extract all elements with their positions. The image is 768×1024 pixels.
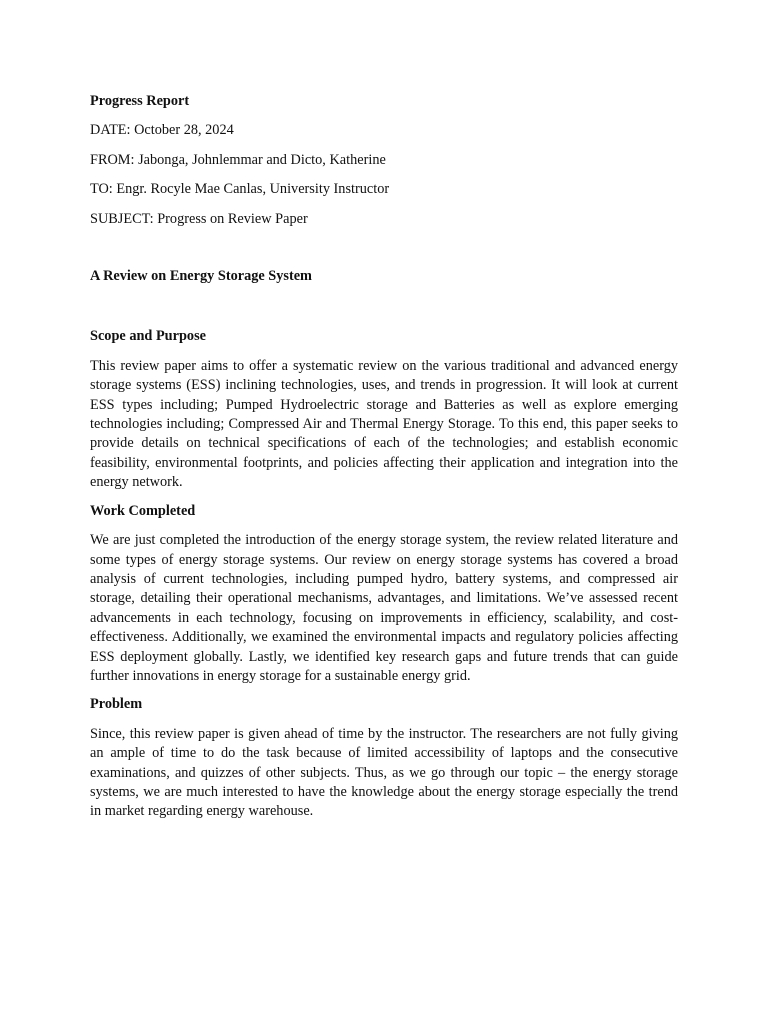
- scope-heading: Scope and Purpose: [90, 328, 206, 345]
- memo-to: TO: Engr. Rocyle Mae Canlas, University Instructor: [90, 181, 390, 198]
- problem-paragraph: Since, this review paper is given ahead of time by the instructor. The researchers are not fully giving an ample of time to do the task because of limited accessibility of laptops and the consecutive examinations, and quizzes of other subjects. Thus, as we go through our topic – the energy storage systems, we are much interested to have the knowledge about the energy storage especially the trend in market regarding energy warehouse.: [90, 725, 678, 820]
- scope-paragraph: This review paper aims to offer a systematic review on the various traditional and advanced energy storage systems (ESS) inclining technologies, uses, and trends in progression. It will look at current ESS types including; Pumped Hydroelectric storage and Batteries as well as explore emerging technologies including; Compressed Air and Thermal Energy Storage. To this end, this paper seeks to provide details on technical specifications of each of the technologies; and establish economic feasibility, environmental footprints, and policies affecting their application and integration into the energy network.: [90, 357, 678, 491]
- memo-date: DATE: October 28, 2024: [90, 122, 234, 139]
- problem-heading: Problem: [90, 696, 143, 713]
- memo-from: FROM: Jabonga, Johnlemmar and Dicto, Katherine: [90, 151, 386, 168]
- report-title: Progress Report: [90, 93, 190, 109]
- work-completed-paragraph: We are just completed the introduction of the energy storage system, the review related literature and some types of energy storage systems. Our review on energy storage systems has covered a broad analysis of current technologies, including pumped hydro, battery systems, and compressed air storage, detailing their operational mechanisms, advantages, and limitations. We’ve assessed recent advancements in each technology, focusing on improvements in efficiency, scalability, and cost-effectiveness. Additionally, we examined the environmental impacts and regulatory policies affecting ESS deployment globally. Lastly, we identified key research gaps and future trends that can guide further innovations in energy storage for a sustainable energy grid.: [90, 532, 678, 684]
- work-completed-heading: Work Completed: [90, 502, 196, 519]
- document-title: A Review on Energy Storage System: [90, 268, 312, 285]
- document-page: [90, 92, 678, 831]
- memo-subject: SUBJECT: Progress on Review Paper: [90, 210, 308, 227]
